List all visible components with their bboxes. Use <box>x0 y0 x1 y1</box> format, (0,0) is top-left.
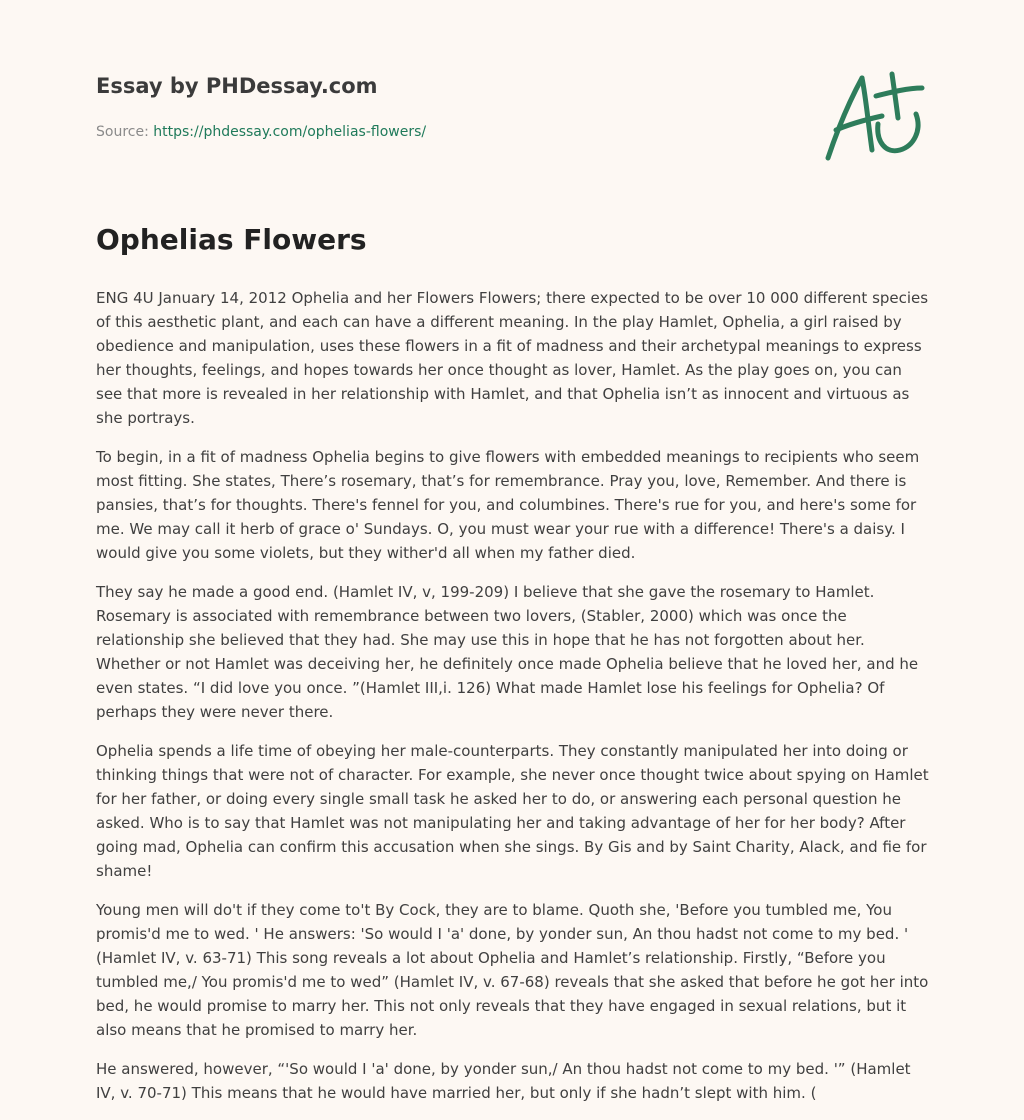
essay-paragraph: He answered, however, “'So would I 'a' done, by yonder sun,/ An thou hadst not come to my bed. '” (Hamlet IV, v. 70-71) This means that he would have married her, but only if she hadn’t slept with him. ( <box>96 1060 911 1102</box>
essay-title: Ophelias Flowers <box>96 223 367 256</box>
source-label: Source: <box>96 124 154 140</box>
essay-paragraph: To begin, in a fit of madness Ophelia begins to give flowers with embedded meanings to recipients who seem most fitting. She states, There’s rosemary, that’s for remembrance. Pray you, love, Remember. And there is pansies, that’s for thoughts. There's fennel for you, and columbines. There's rue for you, and here's some for me. We may call it herb of grace o' Sundays. O, you must wear your rue with a difference! There's a daisy. I would give you some violets, but they wither'd all when my father died. <box>96 448 920 562</box>
a-plus-logo-icon <box>816 66 932 166</box>
site-brand: Essay by PHDessay.com <box>96 74 378 98</box>
essay-paragraph: ENG 4U January 14, 2012 Ophelia and her Flowers Flowers; there expected to be over 10 000 different species of this aesthetic plant, and each can have a different meaning. In the play Hamlet, Ophelia, a girl raised by obedience and manipulation, uses these flowers in a fit of madness and their archetypal meanings to express her thoughts, feelings, and hopes towards her once thought as lover, Hamlet. As the play goes on, you can see that more is revealed in her relationship with Hamlet, and that Ophelia isn’t as innocent and virtuous as she portrays. <box>96 289 929 427</box>
essay-paragraph: Ophelia spends a life time of obeying her male-counterparts. They constantly manipulated her into doing or thinking things that were not of character. For example, she never once thought twice about spying on Hamlet for her father, or doing every single small task he asked her to do, or answering each personal question he asked. Who is to say that Hamlet was not manipulating her and taking advantage of her for her body? After going mad, Ophelia can confirm this accusation when she sings. By Gis and by Saint Charity, Alack, and fie for shame! <box>96 742 929 880</box>
source-link[interactable]: https://phdessay.com/ophelias-flowers/ <box>153 124 427 140</box>
essay-paragraph: Young men will do't if they come to't By Cock, they are to blame. Quoth she, 'Before you tumbled me, You promis'd me to wed. ' He answers: 'So would I 'a' done, by yonder sun, An thou hadst not come to my bed. ' (Hamlet IV, v. 63-71) This song reveals a lot about Ophelia and Hamlet’s relationship. Firstly, “Before you tumbled me,/ You promis'd me to wed” (Hamlet IV, v. 67-68) reveals that she asked that before he got her into bed, he would promise to marry her. This not only reveals that they have engaged in sexual relations, but it also means that he promised to marry her. <box>96 901 929 1039</box>
essay-body <box>96 286 930 1120</box>
source-line <box>96 124 426 140</box>
essay-paragraph: They say he made a good end. (Hamlet IV, v, 199-209) I believe that she gave the rosemary to Hamlet. Rosemary is associated with remembrance between two lovers, (Stabler, 2000) which was once the relationship she believed that they had. She may use this in hope that he has not forgotten about her. Whether or not Hamlet was deceiving her, he definitely once made Ophelia believe that he loved her, and he even states. “I did love you once. ”(Hamlet III,i. 126) What made Hamlet lose his feelings for Ophelia? Of perhaps they were never there. <box>96 583 919 721</box>
